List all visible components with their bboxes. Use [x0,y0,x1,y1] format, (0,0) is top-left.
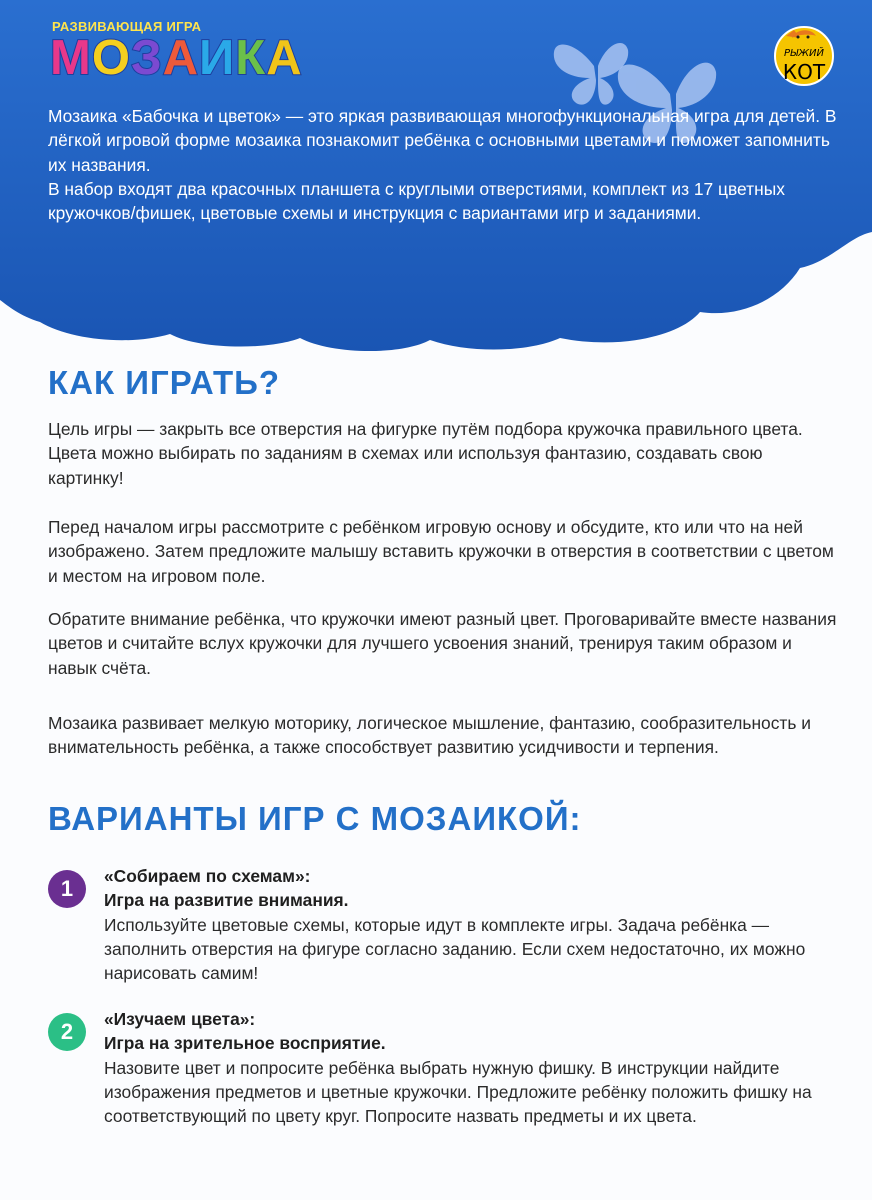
variant-goal: Игра на развитие внимания. [104,890,349,911]
brand-name-top: РЫЖИЙ [784,48,824,59]
mosaic-logo [50,31,303,85]
how-to-play-paragraph: Перед началом игры рассмотрите с ребёнком игровую основу и обсудите, кто или что на ней изображено. Затем предложите малышу вставить кружочки в отверстия в соответствии с цветом и местом на игровом поле. [48,517,834,586]
logo-letter: А [162,31,200,85]
logo-letter: К [235,31,267,85]
intro-text [48,104,848,225]
header-banner [0,0,872,360]
how-to-play-heading: КАК ИГРАТЬ? [48,364,281,401]
game-variants-heading: ВАРИАНТЫ ИГР С МОЗАИКОЙ: [48,800,582,837]
variant-name: «Собираем по схемам»: [104,866,311,886]
how-to-play-paragraph: Мозаика развивает мелкую моторику, логическое мышление, фантазию, сообразительность и внимательность ребёнка, а также способствует развитию усидчивости и терпения. [48,713,811,758]
game-subtitle: РАЗВИВАЮЩАЯ ИГРА [52,19,202,34]
how-to-play-paragraph: Обратите внимание ребёнка, что кружочки имеют разный цвет. Проговаривайте вместе названия цветов и считайте вслух кружочки для лучшего усвоения знаний, тренируя таким образом и навык счёта. [48,609,837,678]
variant-description [104,1007,840,1128]
logo-letter: З [130,31,163,85]
variant-text: Используйте цветовые схемы, которые идут в комплекте игры. Задача ребёнка — заполнить отверстия на фигуре согласно заданию. Если схем недостаточно, их можно нарисовать самим! [104,914,806,984]
logo-letter: О [91,31,131,85]
how-to-play-paragraph: Цель игры — закрыть все отверстия на фигурке путём подбора кружочка правильного цвета. Цвета можно выбирать по заданиям в схемах или используя фантазию, создавать свою картинку! [48,419,803,488]
logo-letter: И [199,31,236,85]
intro-paragraph: В набор входят два красочных планшета с круглыми отверстиями, комплект из 17 цветных кружочков/фишек, цветовые схемы и инструкция с вариантами игр и заданиями. [48,178,785,224]
intro-paragraph: Мозаика «Бабочка и цветок» — это яркая развивающая многофункциональная игра для детей. В лёгкой игровой форме мозаика познакомит ребёнка с основными цветами и поможет запомнить их названия. [48,106,837,175]
variant-number-badge: 1 [48,870,86,908]
variant-number-badge: 2 [48,1013,86,1051]
variant-description [104,864,840,985]
logo-letter: М [50,31,92,85]
brand-name-bottom: КОТ [782,60,826,84]
logo-letter: А [266,31,303,85]
variant-goal: Игра на зрительное восприятие. [104,1033,386,1054]
ryzhiy-kot-brand-logo [772,22,836,86]
variant-name: «Изучаем цвета»: [104,1009,256,1029]
variant-text: Назовите цвет и попросите ребёнка выбрать нужную фишку. В инструкции найдите изображения предметов и цветные кружочки. Предложите ребёнку положить фишку на соответствующий по цвету круг. Попросите назвать предметы и их цвета. [104,1057,812,1127]
